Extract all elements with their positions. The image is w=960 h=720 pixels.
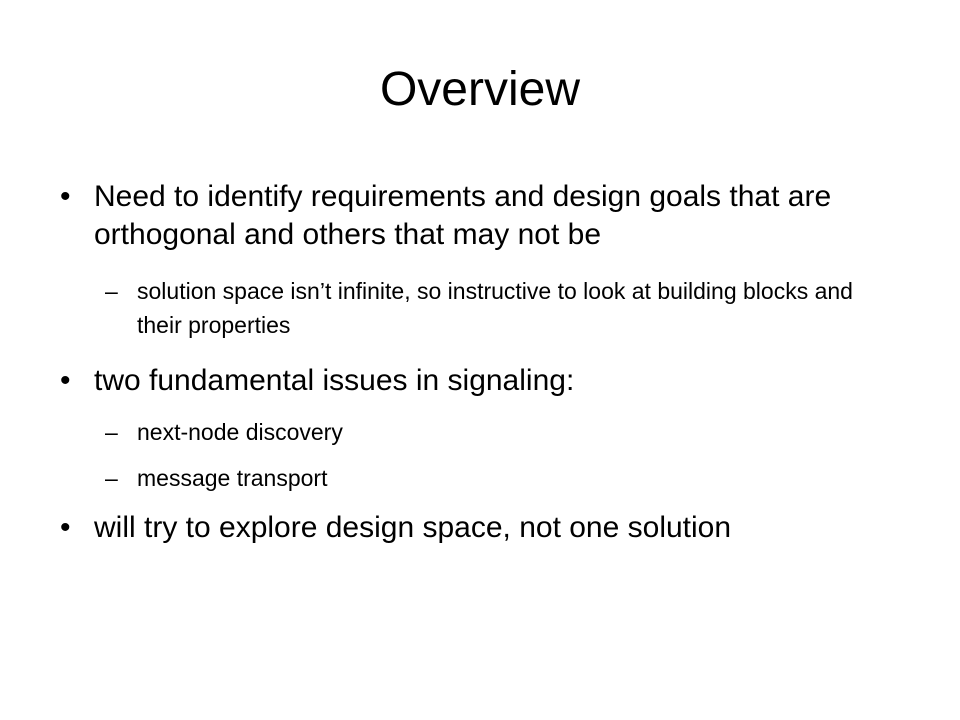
- slide-title: Overview: [379, 63, 581, 116]
- bullet-text: two fundamental issues in signaling:: [94, 364, 575, 397]
- bullet-icon: •: [60, 364, 71, 397]
- dash-icon: –: [105, 419, 118, 445]
- bullet-text: will try to explore design space, not one solution: [94, 511, 732, 544]
- sub-bullet-text: message transport: [137, 465, 328, 491]
- sub-bullet-text: solution space isn’t infinite, so instructive to look at building blocks and their properties: [137, 278, 853, 338]
- bullet-icon: •: [60, 180, 71, 213]
- bullet-icon: •: [60, 511, 71, 544]
- dash-icon: –: [105, 278, 118, 304]
- dash-icon: –: [105, 465, 118, 491]
- sub-bullet-text: next-node discovery: [137, 419, 343, 445]
- bullet-text: Need to identify requirements and design goals that are orthogonal and others that may not be: [94, 180, 832, 251]
